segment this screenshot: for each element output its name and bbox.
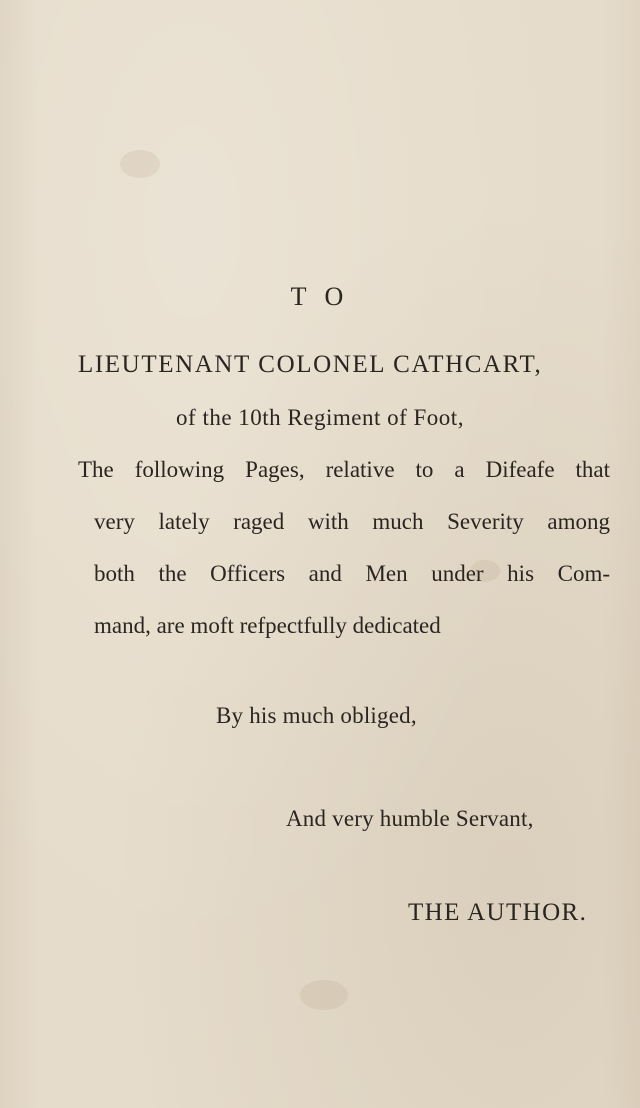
dedication-line: The following Pages, relative to a Difeafe that xyxy=(78,457,610,482)
signoff-obliged: By his much obliged, xyxy=(216,703,417,728)
regiment-line: of the 10th Regiment of Foot, xyxy=(176,405,464,430)
dedication-line: mand, are moft refpectfully dedicated xyxy=(94,613,441,638)
paper-stain xyxy=(120,150,160,178)
paper-stain xyxy=(300,980,348,1010)
dedication-paragraph xyxy=(78,455,610,663)
dedicatee-name: LIEUTENANT COLONEL CATHCART, xyxy=(78,351,543,378)
signoff-author: THE AUTHOR. xyxy=(408,899,588,926)
heading-to: T O xyxy=(290,282,350,311)
dedication-line: very lately raged with much Severity among xyxy=(94,509,610,534)
dedication-line: both the Officers and Men under his Com- xyxy=(94,561,610,586)
signoff-servant: And very humble Servant, xyxy=(286,806,534,831)
